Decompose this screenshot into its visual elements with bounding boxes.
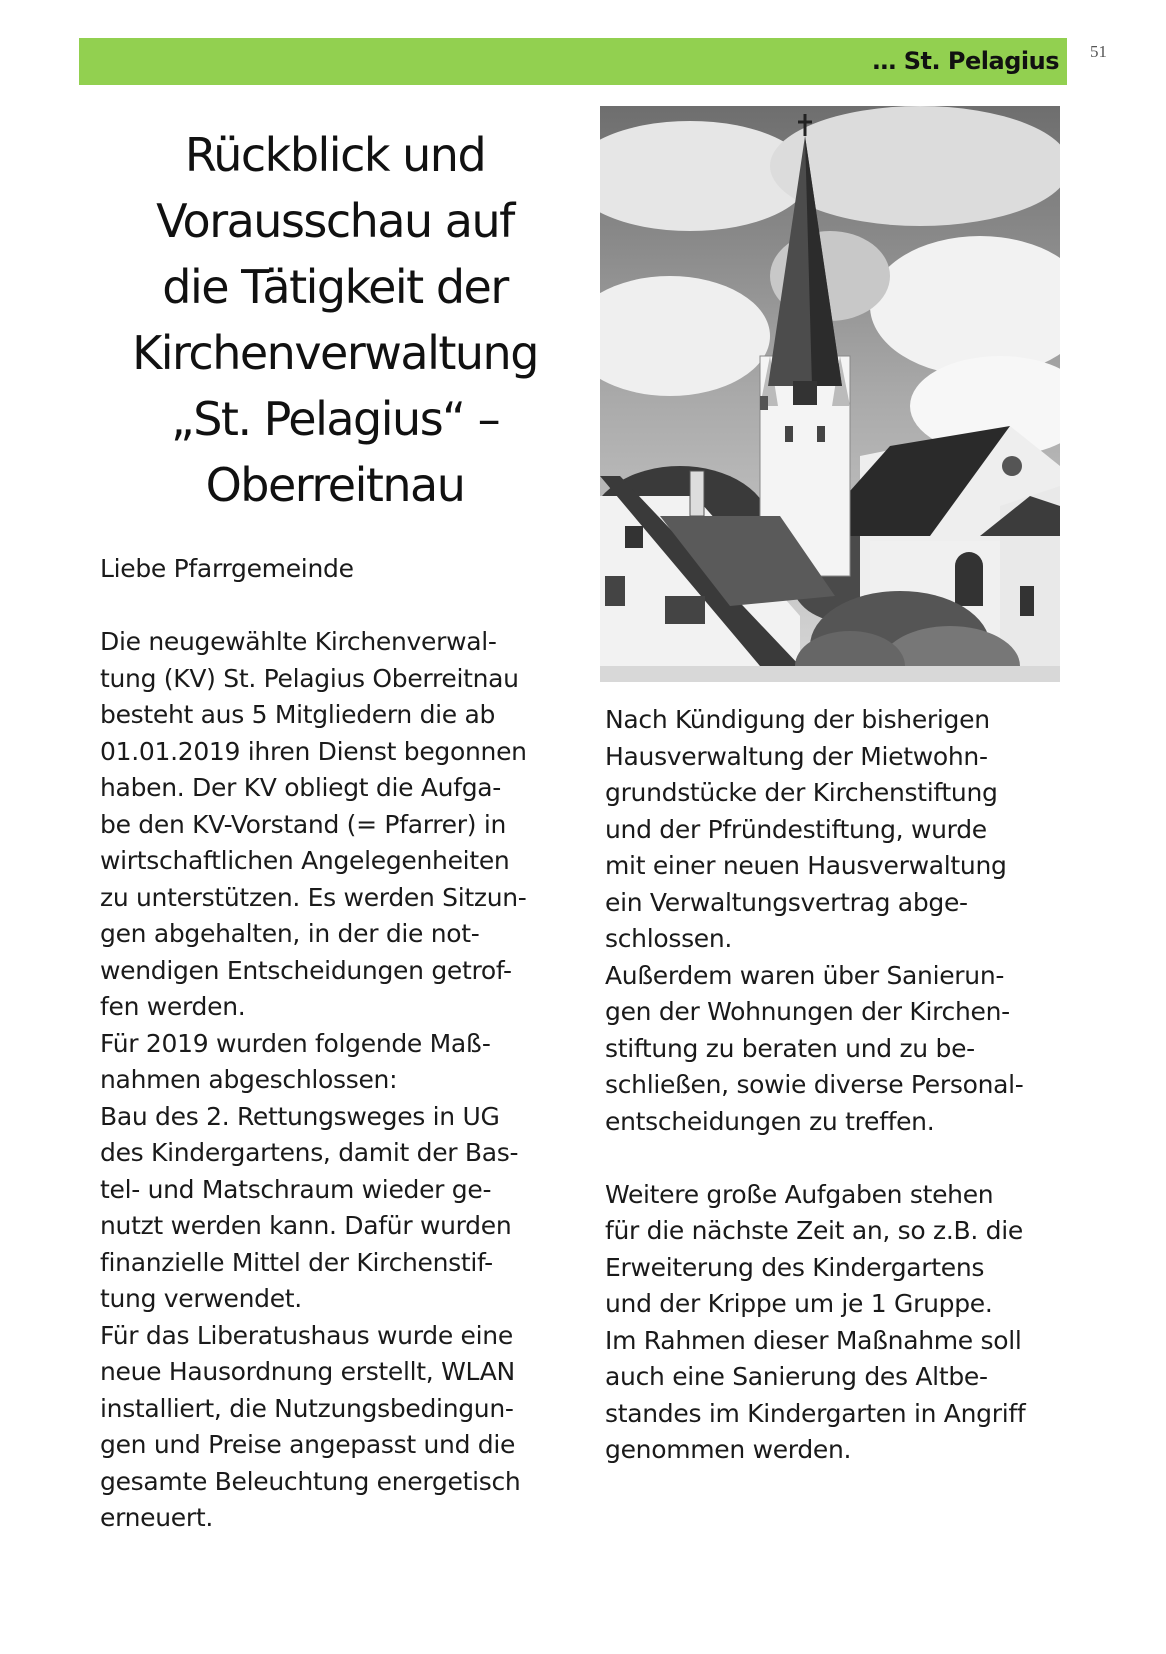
body-line: grundstücke der Kirchenstiftung [605,778,998,807]
body-line: standes im Kindergarten in Angriff [605,1398,1026,1428]
body-line: gen der Wohnungen der Kirchen- [605,997,1010,1026]
right-column [605,702,1075,1469]
body-line: finanzielle Mittel der Kirchenstif- [100,1247,493,1277]
body-line: wirtschaftlichen Angelegenheiten [100,846,510,875]
headline-line: Kirchenverwaltung [132,326,538,380]
body-line: und der Krippe um je 1 Gruppe. [605,1289,993,1318]
header-bar [79,38,1067,85]
body-line: fen werden. [100,992,246,1021]
body-line: und der Pfründestiftung, wurde [605,814,987,844]
headline-line: „St. Pelagius“ – [170,392,500,446]
body-line: Die neugewählte Kirchenverwal- [100,627,497,656]
paragraph-spacer [605,1140,1075,1177]
body-line: schlossen. [605,924,733,953]
greeting: Liebe Pfarrgemeinde [100,554,354,583]
body-line: Für das Liberatushaus wurde eine [100,1320,513,1350]
article-headline [90,122,580,518]
body-line: nutzt werden kann. Dafür wurden [100,1211,512,1240]
body-line: Außerdem waren über Sanierun- [605,960,1005,990]
body-line: gen und Preise angepasst und die [100,1430,516,1459]
body-line: tung (KV) St. Pelagius Oberreitnau [100,663,519,693]
body-line: schließen, sowie diverse Personal- [605,1070,1024,1099]
body-line: auch eine Sanierung des Altbe- [605,1362,988,1391]
body-line: nahmen abgeschlossen: [100,1065,398,1094]
page-number: 51 [1090,42,1107,61]
body-line: installiert, die Nutzungsbedingun- [100,1393,514,1423]
body-line: erneuert. [100,1503,213,1532]
headline-line: Vorausschau auf [156,194,514,248]
body-line: Für 2019 wurden folgende Maß- [100,1028,491,1058]
body-line: zu unterstützen. Es werden Sitzun- [100,882,527,912]
body-line: wendigen Entscheidungen getrof- [100,955,512,985]
body-line: Im Rahmen dieser Maßnahme soll [605,1325,1022,1355]
body-line: haben. Der KV obliegt die Aufga- [100,773,502,802]
body-line: des Kindergartens, damit der Bas- [100,1138,519,1167]
body-line: Weitere große Aufgaben stehen [605,1179,994,1209]
church-photo [600,106,1060,682]
body-line: entscheidungen zu treffen. [605,1106,935,1136]
body-line: genommen werden. [605,1435,852,1464]
section-title: … St. Pelagius [872,47,1059,75]
body-line: Erweiterung des Kindergartens [605,1252,985,1282]
headline-line: die Tätigkeit der [162,260,508,314]
body-line: besteht aus 5 Mitgliedern die ab [100,700,496,729]
body-line: ein Verwaltungsvertrag abge- [605,887,968,917]
body-line: neue Hausordnung erstellt, WLAN [100,1357,515,1386]
body-line: stiftung zu beraten und zu be- [605,1033,975,1063]
body-line: Nach Kündigung der bisherigen [605,705,990,734]
body-line: tung verwendet. [100,1284,302,1313]
body-line: 01.01.2019 ihren Dienst begonnen [100,736,527,766]
headline-line: Rückblick und [184,128,486,182]
paragraph-spacer [100,588,580,625]
body-line: Hausverwaltung der Mietwohn- [605,741,988,771]
left-column [100,551,580,1537]
body-line: für die nächste Zeit an, so z.B. die [605,1216,1023,1245]
body-line: be den KV-Vorstand (= Pfarrer) in [100,809,507,839]
body-line: mit einer neuen Hausverwaltung [605,851,1007,880]
body-line: gesamte Beleuchtung energetisch [100,1466,521,1496]
headline-line: Oberreitnau [205,458,465,512]
body-line: gen abgehalten, in der die not- [100,919,480,948]
body-line: tel- und Matschraum wieder ge- [100,1174,492,1204]
body-line: Bau des 2. Rettungsweges in UG [100,1101,500,1131]
